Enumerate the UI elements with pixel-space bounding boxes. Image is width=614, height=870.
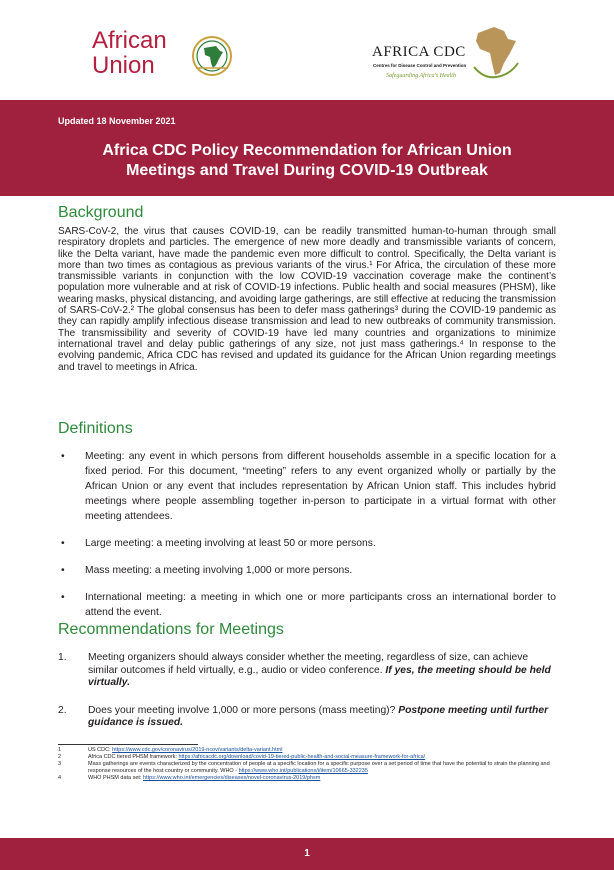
list-item: 2. Does your meeting involve 1,000 or more persons (mass meeting)? Postpone meeting until further guidance is issued.	[58, 704, 549, 728]
footnote-link[interactable]: https://africacdc.org/download/covid-19-tiered-public-health-and-social-measure-framework-for-africa/	[178, 754, 426, 760]
footnotes	[58, 747, 556, 782]
item-number: 1.	[58, 652, 67, 663]
recommendations-list	[58, 652, 556, 745]
title-line2: Meetings and Travel During COVID-19 Outbreak	[126, 162, 488, 179]
cdc-subtitle: Centres for Disease Control and Prevention	[373, 63, 467, 68]
updated-date: Updated 18 November 2021	[58, 116, 176, 126]
footnote-link[interactable]: https://www.who.int/emergencies/diseases/novel-coronavirus-2019/phsm	[143, 775, 321, 781]
page-header	[0, 0, 614, 100]
definitions-heading: Definitions	[58, 420, 133, 437]
bullet-icon: •	[61, 592, 65, 603]
footnote-link[interactable]: https://www.cdc.gov/coronavirus/2019-ncov/variants/delta-variant.html	[112, 747, 283, 753]
recommendations-heading: Recommendations for Meetings	[58, 621, 284, 638]
africa-emblem-icon	[190, 34, 234, 78]
bullet-icon: •	[61, 538, 65, 549]
list-item: 1. Meeting organizers should always consider whether the meeting, regardless of size, can achieve similar outcomes if held virtually, e.g., audio or video conference. If yes, the meeting should be held virtually.	[58, 652, 551, 688]
bullet-icon: •	[61, 451, 65, 462]
africa-map-icon	[470, 23, 522, 81]
emphasis-text: If yes, the meeting should be held virtually.	[88, 664, 551, 688]
au-logo-line1: African	[92, 27, 167, 54]
footnote: 4 WHO PHSM data set: https://www.who.int/emergencies/diseases/novel-coronavirus-2019/phsm	[58, 775, 321, 781]
emphasis-text: Postpone meeting until further guidance is issued.	[88, 704, 549, 728]
title-line1: Africa CDC Policy Recommendation for African Union	[102, 142, 512, 159]
au-logo-line2: Union	[92, 52, 155, 79]
item-number: 2.	[58, 704, 67, 716]
cdc-tagline: Safeguarding Africa's Health	[386, 73, 456, 79]
list-item: • Large meeting: a meeting involving at least 50 or more persons.	[61, 538, 376, 549]
footnote-link[interactable]: https://www.who.int/publications/i/item/10665-332235	[238, 768, 368, 774]
definitions-list	[58, 449, 556, 632]
african-union-logo	[92, 28, 167, 78]
document-title	[30, 141, 584, 181]
background-heading: Background	[58, 204, 144, 221]
footnote: 1 US CDC: https://www.cdc.gov/coronavirus/2019-ncov/variants/delta-variant.html	[58, 747, 283, 753]
page-number: 1	[304, 848, 310, 859]
background-paragraph: SARS-CoV-2, the virus that causes COVID-19, can be readily transmitted human-to-human through small respiratory droplets and particles. The emergence of new more deadly and transmissible variants of concern, like the Delta variant, have made the pandemic even more difficult to control. Specifically, the Delta variant is more than two times as contagious as previous variants of the virus.¹ For Africa, the circulation of these more transmissible variants in conjunction with the low COVID-19 vaccination coverage make the continent’s population more vulnerable and at risk of COVID-19 infections. Public health and social measures (PHSM), like wearing masks, physical distancing, and avoiding large gatherings, are still effective at reducing the transmission of SARS-CoV-2.² The global consensus has been to defer mass gatherings³ during the COVID-19 pandemic as they can rapidly amplify infectious disease transmission and lead to new outbreaks of community transmission. The transmissibility and severity of COVID-19 have led many countries and organizations to minimize international travel and delay public gatherings of any size, not just mass gatherings.⁴ In response to the evolving pandemic, Africa CDC has revised and updated its guidance for the African Union regarding meetings and travel to meetings in Africa.	[58, 226, 556, 373]
list-item: • International meeting: a meeting in which one or more participants cross an international border to attend the event.	[61, 592, 556, 618]
list-item: • Meeting: any event in which persons from different households assemble in a specific location for a fixed period. For this document, “meeting” refers to any event organized wholly or partially by the African Union or any event that includes representation by African Union staff. This includes hybrid meetings where people assembling together in-person to participate in a virtual format with other meeting attendees.	[61, 451, 556, 522]
bullet-icon: •	[61, 565, 65, 576]
list-item: • Mass meeting: a meeting involving 1,000 or more persons.	[61, 565, 353, 576]
footnote-divider	[58, 744, 198, 745]
footnote: 2 Africa CDC tiered PHSM framework: https://africacdc.org/download/covid-19-tiered-public-health-and-social-measure-framework-for-africa/	[58, 754, 426, 760]
page-footer	[0, 838, 614, 870]
cdc-title: AFRICA CDC	[372, 44, 466, 60]
footnote: 3 Mass gatherings are events characterized by the concentration of people at a specific location for a specific purpose over a set period of time that have the potential to strain the planning and response resources of the host country or community. WHO - https://www.who.int/publications/i/item/10665-332235	[58, 761, 550, 774]
